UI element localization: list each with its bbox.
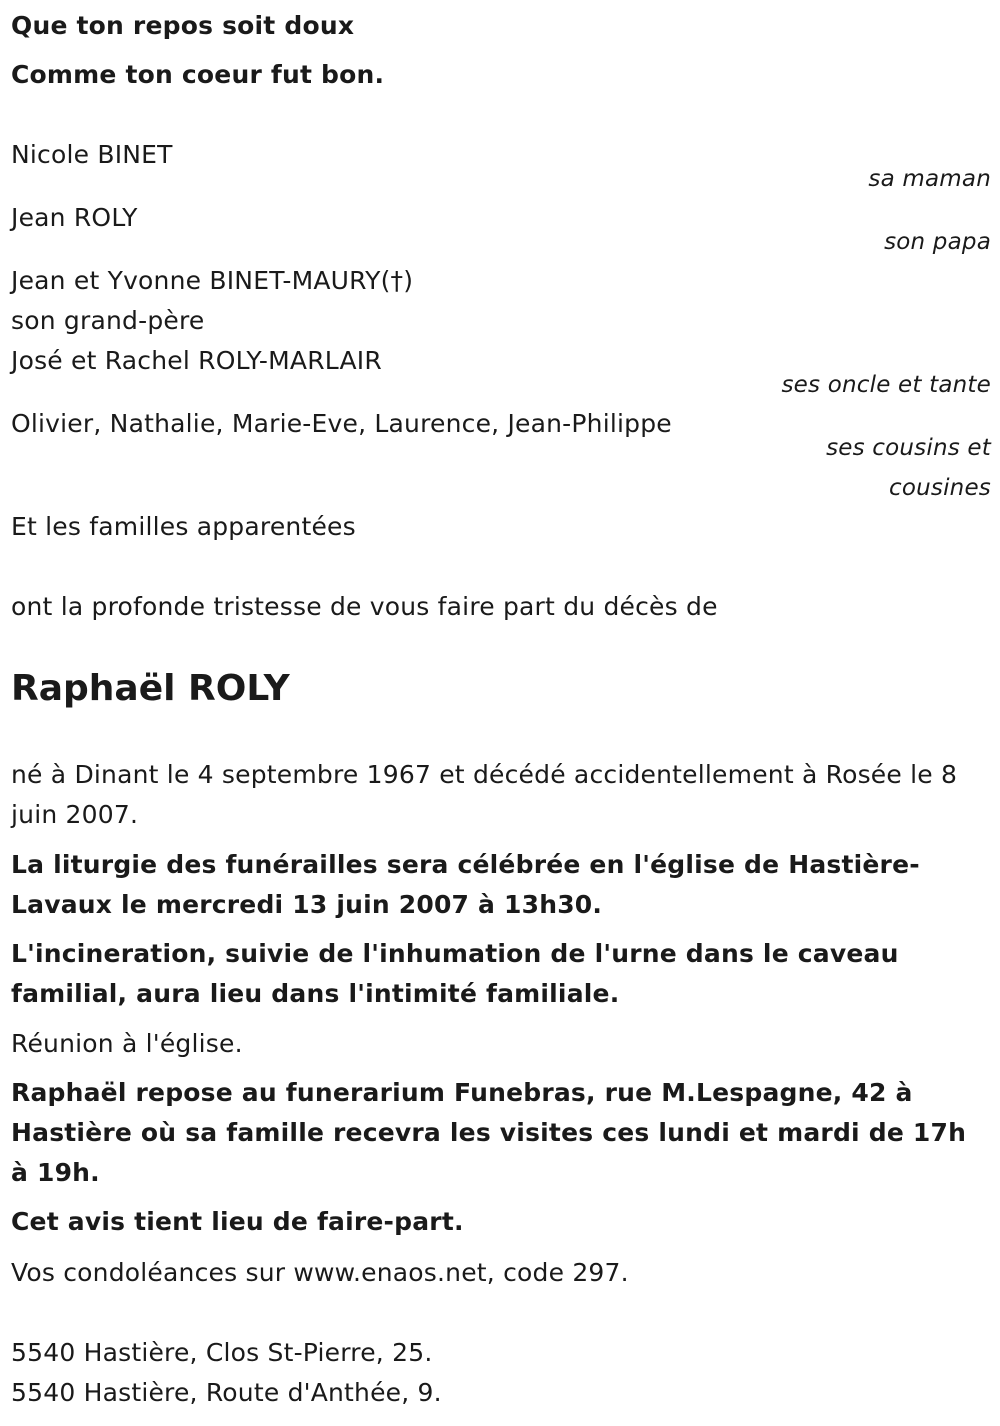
- birth-death-text: né à Dinant le 4 septembre 1967 et décédé accidentellement à Rosée le 8 juin 2007.: [11, 760, 958, 829]
- funeral-text: La liturgie des funérailles sera célébrée en l'église de Hastière-Lavaux le mercredi 13 juin 2007 à 13h30.: [11, 850, 920, 919]
- meeting-text: Réunion à l'église.: [11, 1029, 243, 1058]
- deceased-name: Raphaël ROLY: [11, 668, 290, 709]
- related-families: Et les familles apparentées: [11, 512, 356, 541]
- family-role-cousins-line-1: ses cousins et: [826, 435, 991, 461]
- family-role-mother: sa maman: [868, 166, 991, 192]
- poem-line-2: Comme ton coeur fut bon.: [11, 60, 385, 89]
- family-name-cousins: Olivier, Nathalie, Marie-Eve, Laurence, Jean-Philippe: [11, 409, 672, 438]
- family-name-uncle-aunt: José et Rachel ROLY-MARLAIR: [11, 346, 382, 375]
- address-2: 5540 Hastière, Route d'Anthée, 9.: [11, 1378, 442, 1407]
- family-name-father: Jean ROLY: [11, 203, 138, 232]
- announcement-text: ont la profonde tristesse de vous faire part du décès de: [11, 592, 718, 621]
- family-role-grandfather: son grand-père: [11, 306, 205, 335]
- cremation-text: L'incineration, suivie de l'inhumation de l'urne dans le caveau familial, aura lieu dans l'intimité familiale.: [11, 939, 899, 1008]
- condolences-text: Vos condoléances sur www.enaos.net, code 297.: [11, 1258, 629, 1287]
- poem-line-1: Que ton repos soit doux: [11, 11, 355, 40]
- family-name-mother: Nicole BINET: [11, 140, 173, 169]
- family-role-father: son papa: [884, 229, 991, 255]
- family-role-cousins-line-2: cousines: [889, 475, 991, 501]
- family-name-grandparents: Jean et Yvonne BINET-MAURY(†): [11, 266, 414, 295]
- funerarium-text: Raphaël repose au funerarium Funebras, rue M.Lespagne, 42 à Hastière où sa famille recevra les visites ces lundi et mardi de 17h à 19h.: [11, 1078, 967, 1187]
- family-role-uncle-aunt: ses oncle et tante: [781, 372, 991, 398]
- address-1: 5540 Hastière, Clos St-Pierre, 25.: [11, 1338, 433, 1367]
- notice-text: Cet avis tient lieu de faire-part.: [11, 1207, 464, 1236]
